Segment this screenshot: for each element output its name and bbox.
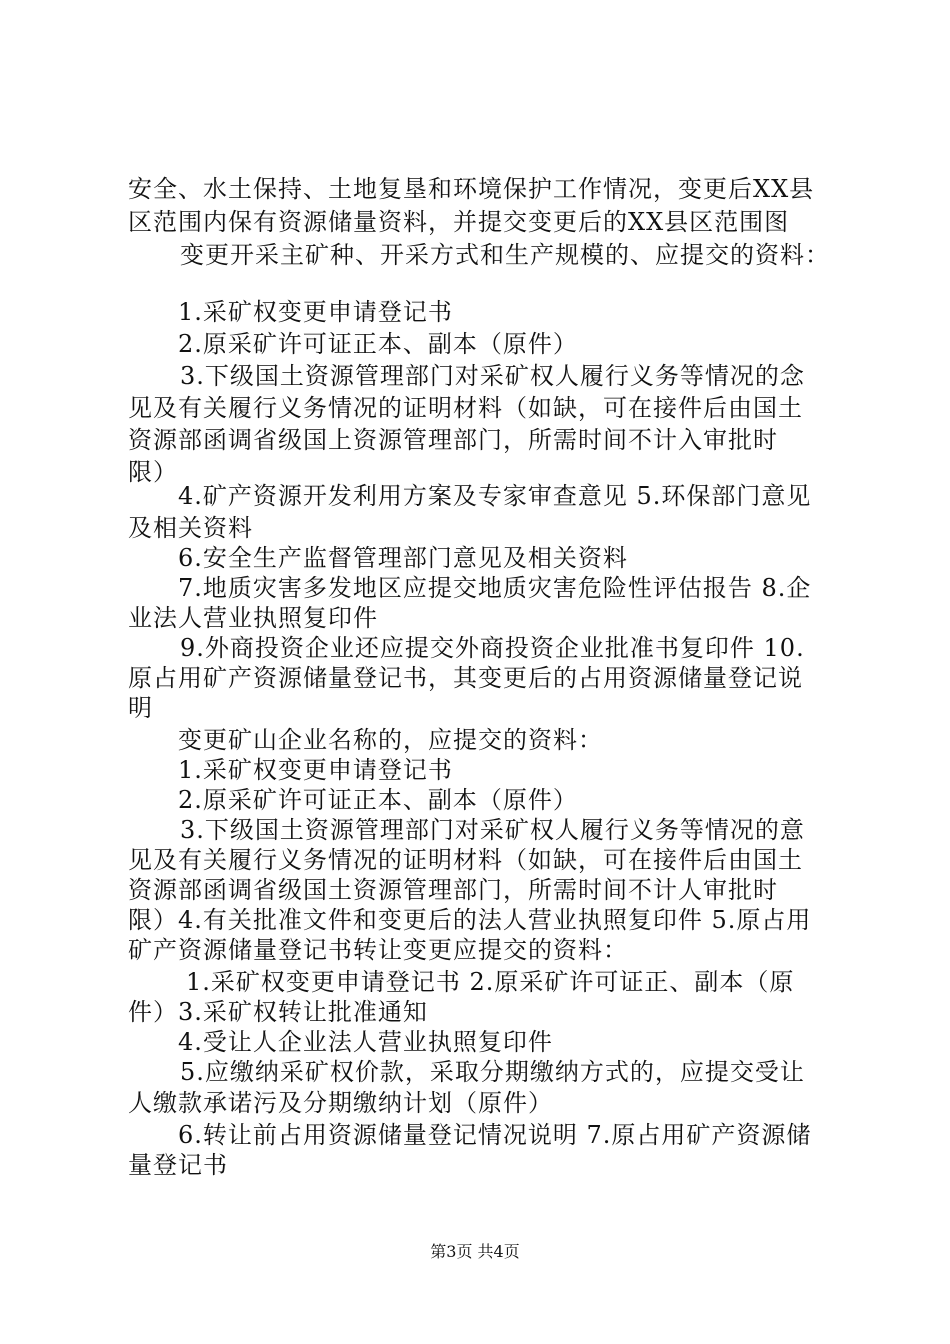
text-line: 见及有关履行义务情况的证明材料（如缺，可在接件后由国土 — [128, 846, 803, 874]
text-line: 业法人营业执照复印件 — [128, 604, 378, 632]
text-line: 明 — [128, 694, 153, 722]
text-line: 3.下级国土资源管理部门对采矿权人履行义务等情况的意 — [180, 816, 805, 844]
text-line: 6.安全生产监督管理部门意见及相关资料 — [178, 544, 628, 572]
page-number-footer: 第3页 共4页 — [430, 1242, 520, 1261]
text-line: 矿产资源储量登记书转让变更应提交的资料： — [128, 936, 628, 964]
text-line: 见及有关履行义务情况的证明材料（如缺，可在接件后由国土 — [128, 394, 803, 422]
text-line: 原占用矿产资源储量登记书，其变更后的占用资源储量登记说 — [128, 664, 803, 692]
text-line: 4.矿产资源开发利用方案及专家审查意见 5.环保部门意见 — [178, 482, 812, 510]
text-line: 及相关资料 — [128, 514, 253, 542]
text-line: 6.转让前占用资源储量登记情况说明 7.原占用矿产资源储 — [178, 1121, 812, 1149]
text-line: 量登记书 — [128, 1151, 228, 1179]
text-line: 人缴款承诺污及分期缴纳计划（原件） — [128, 1089, 553, 1117]
text-line: 7.地质灾害多发地区应提交地质灾害危险性评估报告 8.企 — [178, 574, 812, 602]
text-line: 资源部函调省级国上资源管理部门，所需时间不计入审批时 — [128, 426, 778, 454]
text-line: 1.采矿权变更申请登记书 2.原采矿许可证正、副本（原 — [186, 968, 795, 996]
text-line: 5.应缴纳采矿权价款，采取分期缴纳方式的，应提交受让 — [180, 1058, 805, 1086]
text-line: 安全、水土保持、土地复垦和环境保护工作情况，变更后XX县 — [128, 175, 815, 203]
text-line: 2.原采矿许可证正本、副本（原件） — [178, 786, 578, 814]
text-line: 3.下级国土资源管理部门对采矿权人履行义务等情况的念 — [180, 362, 805, 390]
text-line: 区范围内保有资源储量资料，并提交变更后的XX县区范围图 — [128, 208, 790, 236]
text-line: 件）3.采矿权转让批准通知 — [128, 998, 428, 1026]
text-line: 2.原采矿许可证正本、副本（原件） — [178, 330, 578, 358]
text-line: 9.外商投资企业还应提交外商投资企业批准书复印件 10. — [180, 634, 805, 662]
text-line: 4.受让人企业法人营业执照复印件 — [178, 1028, 553, 1056]
text-line: 变更矿山企业名称的，应提交的资料： — [178, 726, 603, 754]
text-line: 资源部函调省级国土资源管理部门，所需时间不计人审批时 — [128, 876, 778, 904]
text-line: 1.采矿权变更申请登记书 — [178, 756, 453, 784]
text-line: 限）4.有关批准文件和变更后的法人营业执照复印件 5.原占用 — [128, 906, 812, 934]
text-line: 变更开采主矿种、开采方式和生产规模的、应提交的资料： — [180, 241, 830, 269]
text-line: 1.采矿权变更申请登记书 — [178, 298, 453, 326]
text-line: 限） — [128, 458, 178, 486]
